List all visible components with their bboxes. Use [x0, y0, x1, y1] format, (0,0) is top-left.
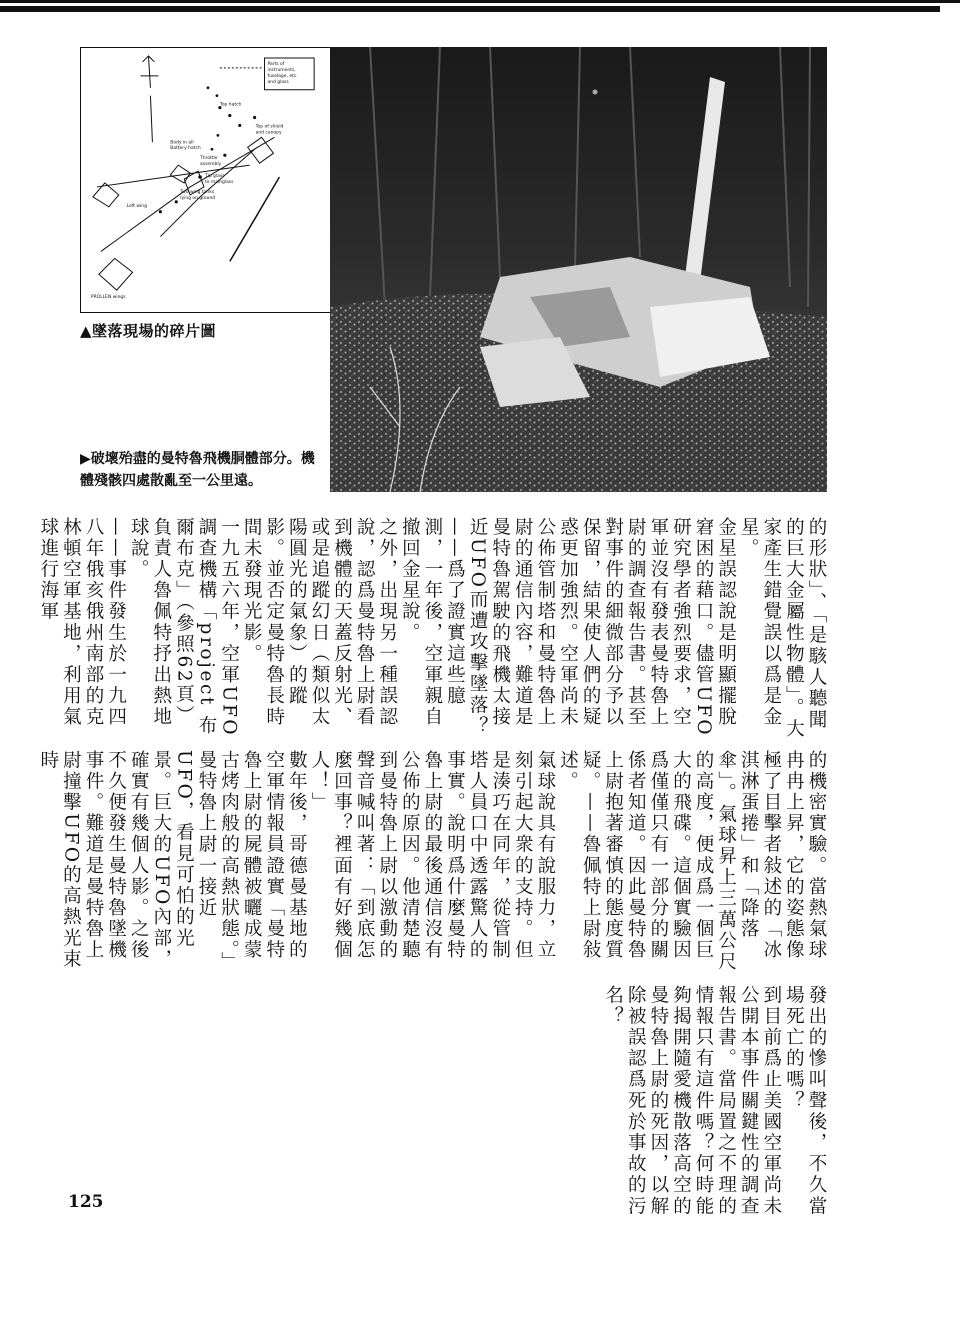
svg-text:Body in all: Body in all	[170, 140, 194, 146]
svg-text:Top of shield: Top of shield	[255, 124, 284, 130]
svg-text:instruments,: instruments,	[267, 67, 296, 73]
body-text-upper	[36, 517, 827, 747]
svg-text:fuselage, etc.: fuselage, etc.	[267, 73, 298, 79]
paragraph: 發出的慘叫聲後，不久當場死亡的嗎？	[783, 985, 827, 1218]
paragraph: 氣球說具有說服力，立刻引起大衆的支持。但是湊巧在同年，從管制塔人員口中透露驚人的事實。說明爲什麼曼特魯上尉的最後通信沒有公佈的原因。他清楚聽到曼特魯上尉以激動的聲音喊叫著：「到底怎麼回事？裡面有好幾個人！」	[308, 750, 556, 961]
svg-text:Two wing tanks: Two wing tanks	[180, 189, 215, 195]
svg-text:PROLLEN wings: PROLLEN wings	[90, 295, 126, 301]
svg-text:Top hatch: Top hatch	[219, 102, 242, 108]
debris-map-drawing	[81, 48, 331, 312]
svg-text:and canopy: and canopy	[255, 130, 282, 136]
svg-text:Parts of: Parts of	[267, 61, 285, 67]
svg-text:lying on ground: lying on ground	[180, 195, 216, 201]
wreckage-photo-image	[330, 47, 827, 492]
paragraph: 到目前爲止美國空軍尚未公開本事件關鍵性的調查報告書。當局置之不理的情報只有這件嗎？何時能夠揭開隨愛機散落高空的曼特魯上尉的死因，以解除被誤認爲死於事故的污名？	[602, 985, 782, 1218]
top-rule	[0, 0, 960, 3]
top-rule-thick	[0, 6, 940, 12]
svg-text:to mainglass: to mainglass	[205, 179, 234, 185]
svg-text:Tip glass: Tip glass	[205, 174, 225, 180]
paragraph: 金星誤認說是明顯擺脫窘困的藉口。儘管UFO研究學者強烈要求，空軍並沒有發表曼特魯上尉的調查報告書。甚至對事件的細微部分予以保留，結果使人們的疑惑更加強烈。空軍尚未公佈管制塔和曼特魯上尉的通信內容，難道是曼特魯駕駛的飛機太接近UFO而遭攻擊墜落？——爲了證實這些臆測，一年後，空軍親自撤回金星說。	[399, 517, 737, 738]
page-number: 125	[68, 1192, 104, 1212]
paragraph: ——事件發生於一九四八年俄亥俄州南部的克林頓空軍基地，利用氣球進行海軍	[37, 517, 127, 728]
paragraph: 數年後，哥德曼基地的空軍情報員證實「曼特魯上尉的屍體被曬成蒙古烤肉般的高熱狀態。」	[218, 750, 308, 973]
body-text-middle	[36, 750, 827, 980]
paragraph: 的機密實驗。當熱氣球冉冉上昇，它的姿態像極了目擊者敍述的「冰淇淋蛋捲」和「降落傘」。氣球昇上三萬公尺的高度，便成爲一個巨大的飛碟。這個實驗因爲僅僅只有一部分的關係者知道。因此曼特魯上尉抱著審慎的態度質疑。——魯佩特上尉敍述。	[557, 750, 827, 973]
svg-text:and glass: and glass	[267, 79, 289, 85]
paragraph: 曼特魯上尉一接近UFO，看見可怕的光景。巨大的UFO內部，確實有幾個人影。之後不久便發生曼特魯墜機事件。難道是曼特魯上尉撞擊UFO的高熱光束時	[37, 750, 217, 971]
svg-text:assembly: assembly	[200, 162, 222, 168]
body-text-lower	[601, 985, 827, 1220]
debris-map-figure	[80, 47, 332, 313]
svg-text:Left wing: Left wing	[126, 203, 147, 209]
svg-text:Throttle: Throttle	[200, 156, 218, 162]
wreckage-photo	[330, 47, 827, 492]
paragraph: 之外，出現另一種誤認說，認爲曼特魯上尉看到機體的天蓋反射光、或是追蹤幻日（類似太陽圓光的氣象）的蹤影。並否定曼特魯長時間未發現光影。	[241, 517, 398, 728]
svg-text:Battery hatch: Battery hatch	[170, 146, 201, 152]
paragraph: 的形狀」、「是駭人聽聞的巨大金屬性物體」。大家產生錯覺誤以爲是金星。	[738, 517, 827, 740]
map-caption: ▲墜落現場的碎片圖	[80, 322, 217, 340]
paragraph: 一九五六年，空軍UFO調查機構「project 布爾布克」（參照62頁）負責人魯佩特抒出熱地球說。	[128, 517, 240, 738]
photo-caption: ▶破壞殆盡的曼特魯飛機胴體部分。機體殘骸四處散亂至一公里遠。	[80, 451, 315, 489]
